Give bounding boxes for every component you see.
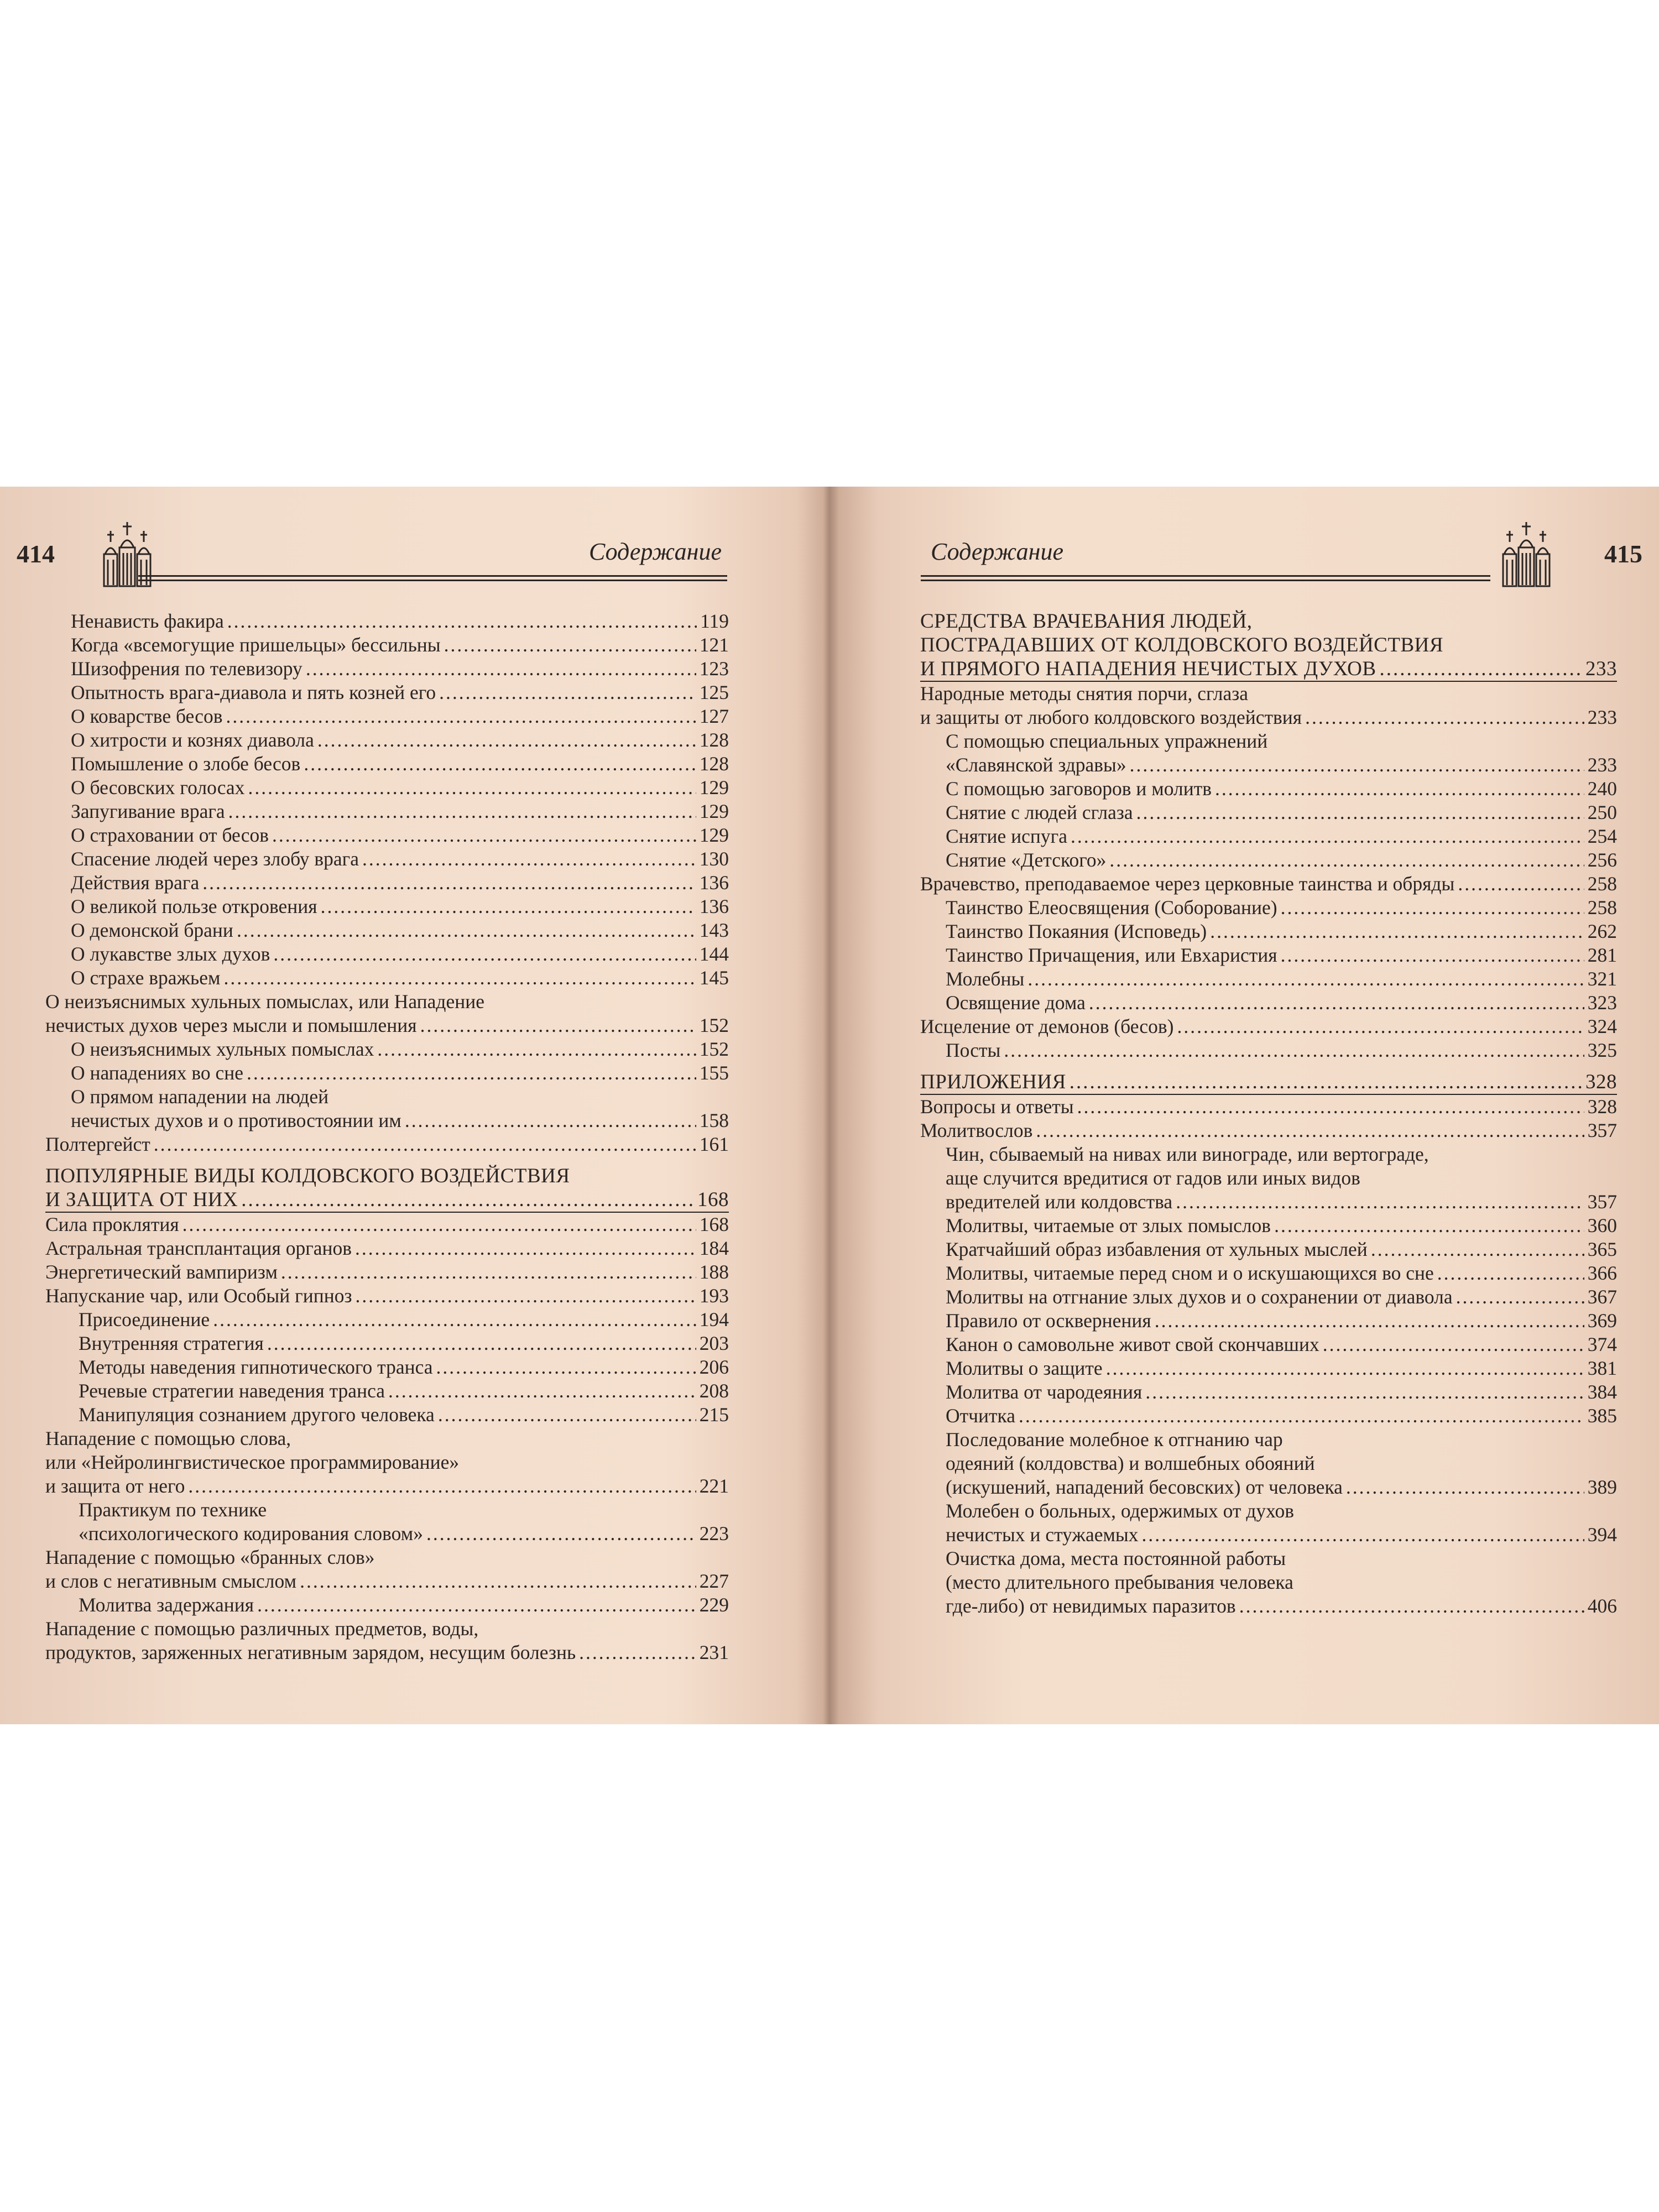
toc-entry-title: где-либо) от невидимых паразитов: [946, 1595, 1236, 1617]
running-head: Содержание: [931, 538, 1064, 565]
toc-page-number: 254: [1587, 825, 1617, 847]
toc-entry-title: Снятие с людей сглаза: [946, 801, 1133, 823]
toc-entry-title: или «Нейролингвистическое программирование»: [45, 1451, 460, 1473]
toc-entry-title: (искушений, нападений бесовских) от человека: [946, 1476, 1343, 1498]
toc-entry-title: Снятие «Детского»: [946, 849, 1107, 871]
dot-leader: [1130, 753, 1584, 777]
toc-entry-title: О лукавстве злых духов: [71, 943, 270, 965]
dot-leader: [257, 1593, 696, 1617]
toc-page-number: 136: [699, 872, 729, 894]
toc-page-number: 385: [1587, 1405, 1617, 1427]
dot-leader: [1027, 967, 1584, 991]
toc-entry-title: Правило от осквернения: [946, 1310, 1151, 1332]
dot-leader: [362, 847, 696, 871]
dot-leader: [1136, 801, 1584, 825]
toc-entry: [45, 657, 729, 681]
dot-leader: [438, 1403, 696, 1427]
toc-entry-title: Молитвы о защите: [946, 1357, 1103, 1379]
dot-leader: [1070, 1070, 1582, 1094]
toc-page-number: 125: [699, 681, 729, 703]
toc-page-number: 233: [1587, 706, 1617, 728]
toc-page-number: 194: [699, 1308, 729, 1331]
toc-entry-title: Молитвы, читаемые от злых помыслов: [946, 1214, 1271, 1237]
toc-page-number: 129: [699, 776, 729, 799]
toc-entry: [45, 966, 729, 990]
toc-entry: [920, 1238, 1617, 1261]
toc-page-number: 215: [699, 1404, 729, 1426]
toc-entry-title: и защиты от любого колдовского воздействия: [920, 706, 1302, 728]
toc-page-number: 281: [1587, 944, 1617, 966]
dot-leader: [300, 1569, 696, 1593]
dot-leader: [267, 1332, 696, 1355]
toc-entry-title: Нападение с помощью «бранных слов»: [45, 1546, 375, 1568]
toc-page-number: 227: [699, 1570, 729, 1592]
dot-leader: [272, 823, 696, 847]
toc-entry: [920, 1015, 1617, 1039]
dot-leader: [317, 728, 696, 752]
toc-entry-title: «Славянской здравы»: [946, 754, 1126, 776]
toc-entry-title: ПОПУЛЯРНЫЕ ВИДЫ КОЛДОВСКОГО ВОЗДЕЙСТВИЯ: [45, 1165, 570, 1187]
toc-entry-title: Молитва от чародеяния: [946, 1381, 1142, 1403]
toc-entry-title: (место длительного пребывания человека: [946, 1571, 1293, 1593]
dot-leader: [248, 776, 696, 800]
toc-entry-title: Полтергейст: [45, 1133, 150, 1155]
toc-entry-title: О коварстве бесов: [71, 705, 223, 727]
toc-page-number: 258: [1587, 896, 1617, 919]
toc-entry-title: Кратчайший образ избавления от хульных мыслей: [946, 1238, 1368, 1260]
dot-leader: [227, 609, 697, 633]
dot-leader: [1071, 825, 1584, 848]
toc-entry-title: нечистых и стужаемых: [946, 1524, 1139, 1546]
dot-leader: [355, 1284, 696, 1308]
toc-entry-title: Таинство Елеосвящения (Соборование): [946, 896, 1277, 919]
toc-entry-title: Запугивание врага: [71, 800, 225, 822]
toc-section-heading: [920, 609, 1617, 682]
toc-page-number: 365: [1587, 1238, 1617, 1260]
dot-leader: [228, 800, 696, 823]
toc-entry: [45, 1061, 729, 1085]
toc-entry-title: Ненависть факира: [71, 610, 224, 632]
toc-page-number: 406: [1587, 1595, 1617, 1617]
toc-entry: [45, 1308, 729, 1332]
toc-entry-title: Таинство Покаяния (Исповедь): [946, 920, 1207, 942]
toc-page-number: 258: [1587, 873, 1617, 895]
toc-entry: [920, 1119, 1617, 1142]
toc-entry-title: Очистка дома, места постоянной работы: [946, 1547, 1286, 1569]
toc-page-number: 208: [699, 1380, 729, 1402]
toc-entry: [920, 1285, 1617, 1309]
toc-entry-title: Посты: [946, 1039, 1001, 1061]
dot-leader: [1458, 872, 1584, 896]
toc-page-number: 233: [1585, 658, 1617, 680]
dot-leader: [1089, 991, 1584, 1015]
toc-entry-title: Последование молебное к отгнанию чар: [946, 1428, 1283, 1451]
toc-page-number: 144: [699, 943, 729, 965]
toc-entry: [45, 800, 729, 823]
toc-page-number: 328: [1587, 1095, 1617, 1118]
toc-page-number: 360: [1587, 1214, 1617, 1237]
toc-entry: [920, 991, 1617, 1015]
toc-entry: [920, 1333, 1617, 1357]
toc-page-number: 324: [1587, 1015, 1617, 1037]
toc-page-number: 231: [699, 1641, 729, 1663]
toc-entry-title: и слов с негативным смыслом: [45, 1570, 297, 1592]
toc-section-heading: [920, 1070, 1617, 1095]
dot-leader: [1176, 1190, 1584, 1214]
dot-leader: [1380, 657, 1583, 681]
dot-leader: [436, 1355, 696, 1379]
toc-entry: [920, 896, 1617, 920]
toc-page-number: 128: [699, 729, 729, 751]
toc-entry: [45, 1617, 729, 1665]
toc-entry: [45, 1133, 729, 1156]
toc-entry-title: нечистых духов и о противостоянии им: [71, 1109, 401, 1131]
toc-page-number: 321: [1587, 968, 1617, 990]
toc-entry-title: Шизофрения по телевизору: [71, 658, 302, 680]
dot-leader: [579, 1641, 696, 1665]
dot-leader: [1210, 920, 1584, 943]
toc-page-number: 357: [1587, 1191, 1617, 1213]
toc-entry: [45, 1284, 729, 1308]
toc-page-number: 121: [699, 634, 729, 656]
toc-page-number: 229: [699, 1594, 729, 1616]
dot-leader: [182, 1213, 696, 1237]
toc-entry-title: Таинство Причащения, или Евхаристия: [946, 944, 1277, 966]
toc-page-number: 129: [699, 824, 729, 846]
dot-leader: [439, 681, 696, 705]
toc-entry: [45, 1260, 729, 1284]
dot-leader: [202, 871, 696, 895]
dot-leader: [1036, 1119, 1584, 1142]
toc-page-number: 136: [699, 895, 729, 917]
toc-entry-title: и защита от него: [45, 1475, 185, 1497]
toc-entry-title: Молитвы, читаемые перед сном и о искушающихся во сне: [946, 1262, 1434, 1284]
toc-entry: [920, 1428, 1617, 1499]
toc-page-number: 367: [1587, 1286, 1617, 1308]
toc-entry-title: одеяний (колдовства) и волшебных обояний: [946, 1452, 1315, 1474]
toc-page-number: 323: [1587, 992, 1617, 1014]
toc-page-number: 374: [1587, 1333, 1617, 1355]
dot-leader: [1155, 1309, 1584, 1333]
toc-page-number: 221: [699, 1475, 729, 1497]
dot-leader: [1456, 1285, 1584, 1309]
toc-entry-title: Когда «всемогущие пришельцы» бессильны: [71, 634, 441, 656]
dot-leader: [1019, 1404, 1584, 1428]
toc-page-number: 223: [699, 1522, 729, 1545]
toc-entry: [920, 1309, 1617, 1333]
toc-entry: [45, 1403, 729, 1427]
toc-page-number: 184: [699, 1237, 729, 1259]
toc-entry-title: Нападение с помощью различных предметов, воды,: [45, 1618, 479, 1640]
toc-entry: [45, 990, 729, 1037]
toc-entry: [45, 1355, 729, 1379]
dot-leader: [273, 942, 696, 966]
page-number: 414: [17, 540, 55, 568]
toc-page-number: 119: [700, 610, 729, 632]
toc-entry: [45, 871, 729, 895]
dot-leader: [1106, 1357, 1584, 1380]
dot-leader: [304, 752, 696, 776]
dot-leader: [1346, 1475, 1584, 1499]
toc-entry-title: вредителей или колдовства: [946, 1191, 1173, 1213]
toc-entry-title: Помышление о злобе бесов: [71, 753, 301, 775]
dot-leader: [1109, 848, 1584, 872]
toc-page-number: 123: [699, 658, 729, 680]
toc-entry-title: Спасение людей через злобу врага: [71, 848, 359, 870]
toc-entry-title: Молебен о больных, одержимых от духов: [946, 1500, 1295, 1522]
toc-entry-title: Напускание чар, или Особый гипноз: [45, 1285, 352, 1307]
toc-entry-title: Молебны: [946, 968, 1025, 990]
toc-entry-title: О демонской брани: [71, 919, 233, 941]
dot-leader: [1305, 706, 1584, 729]
toc-page-number: 206: [699, 1356, 729, 1378]
right-page: [830, 487, 1659, 1724]
dot-leader: [1371, 1238, 1584, 1261]
toc-entry-title: Методы наведения гипнотического транса: [79, 1356, 433, 1378]
toc-entry-title: «психологического кодирования словом»: [79, 1522, 423, 1545]
toc-page-number: 130: [699, 848, 729, 870]
page-number: 415: [1604, 540, 1642, 568]
dot-leader: [226, 705, 696, 728]
dot-leader: [1077, 1095, 1584, 1119]
dot-leader: [377, 1037, 696, 1061]
toc-entry-title: Практикум по технике: [79, 1499, 267, 1521]
toc-entry: [45, 633, 729, 657]
toc-entry-title: Вопросы и ответы: [920, 1095, 1074, 1118]
toc-entry-title: О неизъяснимых хульных помыслах: [71, 1038, 374, 1060]
dot-leader: [306, 657, 696, 681]
left-page: [0, 487, 830, 1724]
toc-entry: [920, 967, 1617, 991]
toc-page-number: 168: [697, 1188, 729, 1211]
dot-leader: [237, 919, 696, 942]
toc-entry: [45, 609, 729, 633]
toc-page-number: 328: [1585, 1071, 1617, 1093]
toc-entry: [920, 1404, 1617, 1428]
toc-entry-title: О неизъяснимых хульных помыслах, или Нападение: [45, 990, 484, 1013]
dot-leader: [1215, 777, 1584, 801]
header-rule: [138, 575, 727, 581]
toc-entry: [920, 1357, 1617, 1380]
toc-entry: [45, 919, 729, 942]
toc-page-number: 369: [1587, 1310, 1617, 1332]
toc-entry-title: Действия врага: [71, 872, 200, 894]
toc-page-number: 143: [699, 919, 729, 941]
toc-entry-title: аще случится вредитися от гадов или иных видов: [946, 1167, 1360, 1189]
toc-page-number: 250: [1587, 801, 1617, 823]
toc-entry-title: продуктов, заряженных негативным зарядом, несущим болезнь: [45, 1641, 576, 1663]
toc-entry: [920, 872, 1617, 896]
dot-leader: [355, 1237, 696, 1260]
dot-leader: [154, 1133, 696, 1156]
toc-page-number: 161: [699, 1133, 729, 1155]
dot-leader: [1142, 1523, 1584, 1547]
dot-leader: [1281, 943, 1584, 967]
toc-entry-title: ПОСТРАДАВШИХ ОТ КОЛДОВСКОГО ВОЗДЕЙСТВИЯ: [920, 634, 1444, 656]
toc-entry-title: Молитва задержания: [79, 1594, 254, 1616]
running-head: Содержание: [588, 538, 722, 565]
toc-entry-title: Манипуляция сознанием другого человека: [79, 1404, 435, 1426]
toc-entry: [45, 1213, 729, 1237]
toc-entry: [45, 1237, 729, 1260]
toc-page-number: 389: [1587, 1476, 1617, 1498]
toc-entry-title: Отчитка: [946, 1405, 1015, 1427]
toc-entry: [920, 801, 1617, 825]
toc-entry: [920, 1214, 1617, 1238]
toc-page-number: 127: [699, 705, 729, 727]
dot-leader: [321, 895, 696, 919]
toc-entry-title: Молитвы на отгнание злых духов и о сохранении от диавола: [946, 1286, 1453, 1308]
toc-page-number: 155: [699, 1062, 729, 1084]
toc-entry: [920, 848, 1617, 872]
toc-entry: [920, 920, 1617, 943]
toc-page-number: 325: [1587, 1039, 1617, 1061]
dot-leader: [1177, 1015, 1584, 1039]
dot-leader: [188, 1474, 696, 1498]
toc-entry: [920, 1142, 1617, 1214]
toc-entry-title: Освящение дома: [946, 992, 1086, 1014]
toc-page-number: 128: [699, 753, 729, 775]
toc-entry-title: О страхе вражьем: [71, 967, 221, 989]
toc-entry: [45, 942, 729, 966]
toc-entry-title: Снятие испуга: [946, 825, 1067, 847]
toc-entry: [45, 847, 729, 871]
toc-entry-title: Народные методы снятия порчи, сглаза: [920, 682, 1248, 705]
toc-entry: [45, 1085, 729, 1133]
toc-entry-title: Опытность врага-диавола и пять козней его: [71, 681, 436, 703]
toc-entry-title: Присоединение: [79, 1308, 210, 1331]
dot-leader: [247, 1061, 696, 1085]
toc-entry: [920, 1261, 1617, 1285]
toc-page-number: 158: [699, 1109, 729, 1131]
toc-section-heading: [45, 1164, 729, 1213]
toc-entry: [920, 1039, 1617, 1062]
toc-page-number: 366: [1587, 1262, 1617, 1284]
toc-entry-title: Чин, сбываемый на нивах или винограде, или вертограде,: [946, 1143, 1429, 1165]
toc-entry-title: И ЗАЩИТА ОТ НИХ: [45, 1188, 238, 1211]
book-spread: [0, 487, 1659, 1724]
toc-entry-title: С помощью заговоров и молитв: [946, 778, 1212, 800]
toc-entry-title: СРЕДСТВА ВРАЧЕВАНИЯ ЛЮДЕЙ,: [920, 610, 1253, 633]
toc-entry: [45, 895, 729, 919]
toc-entry: [920, 825, 1617, 848]
dot-leader: [1281, 896, 1584, 920]
dot-leader: [420, 1014, 696, 1037]
toc-page-number: 381: [1587, 1357, 1617, 1379]
toc-page-number: 262: [1587, 920, 1617, 942]
header-rule: [921, 575, 1490, 581]
toc-entry: [920, 682, 1617, 729]
dot-leader: [281, 1260, 696, 1284]
toc-page-number: 188: [699, 1261, 729, 1283]
toc-page-number: 357: [1587, 1119, 1617, 1141]
toc-entry-title: С помощью специальных упражнений: [946, 730, 1268, 752]
toc-page-number: 152: [699, 1038, 729, 1060]
toc-entry-title: О прямом нападении на людей: [71, 1086, 329, 1108]
dot-leader: [405, 1109, 696, 1133]
church-icon: [1493, 520, 1559, 589]
dot-leader: [1437, 1261, 1584, 1285]
toc-page-number: 394: [1587, 1524, 1617, 1546]
toc-page-number: 129: [699, 800, 729, 822]
toc-page-number: 203: [699, 1332, 729, 1354]
toc-entry-title: О нападениях во сне: [71, 1062, 243, 1084]
dot-leader: [213, 1308, 696, 1332]
toc-page-number: 193: [699, 1285, 729, 1307]
dot-leader: [1323, 1333, 1584, 1357]
toc-page-number: 233: [1587, 754, 1617, 776]
toc-entry: [45, 1379, 729, 1403]
dot-leader: [1274, 1214, 1584, 1238]
toc-entry: [45, 1037, 729, 1061]
toc-entry: [45, 823, 729, 847]
table-of-contents: [45, 609, 729, 1665]
toc-page-number: 145: [699, 967, 729, 989]
toc-entry-title: Врачевство, преподаваемое через церковные таинства и обряды: [920, 873, 1455, 895]
toc-entry-title: Энергетический вампиризм: [45, 1261, 278, 1283]
toc-entry: [45, 705, 729, 728]
toc-entry-title: О хитрости и кознях диавола: [71, 729, 314, 751]
dot-leader: [426, 1522, 696, 1546]
toc-page-number: 256: [1587, 849, 1617, 871]
toc-page-number: 240: [1587, 778, 1617, 800]
toc-entry-title: Астральная трансплантация органов: [45, 1237, 352, 1259]
toc-entry: [45, 1427, 729, 1498]
toc-entry: [45, 681, 729, 705]
toc-entry: [45, 728, 729, 752]
toc-entry-title: ПРИЛОЖЕНИЯ: [920, 1071, 1066, 1093]
dot-leader: [444, 633, 696, 657]
toc-entry: [45, 776, 729, 800]
toc-entry-title: Внутренняя стратегия: [79, 1332, 264, 1354]
toc-entry-title: Канон о самовольне живот свой скончавших: [946, 1333, 1319, 1355]
toc-entry: [920, 1547, 1617, 1618]
toc-entry-title: О страховании от бесов: [71, 824, 269, 846]
dot-leader: [388, 1379, 696, 1403]
toc-entry: [920, 777, 1617, 801]
dot-leader: [1004, 1039, 1584, 1062]
toc-entry: [45, 752, 729, 776]
toc-entry-title: нечистых духов через мысли и помышления: [45, 1014, 417, 1036]
toc-entry-title: О бесовских голосах: [71, 776, 245, 799]
toc-entry: [45, 1593, 729, 1617]
toc-page-number: 384: [1587, 1381, 1617, 1403]
dot-leader: [1145, 1380, 1584, 1404]
toc-entry: [920, 1095, 1617, 1119]
table-of-contents: [920, 609, 1617, 1618]
toc-entry: [920, 729, 1617, 777]
toc-page-number: 168: [699, 1213, 729, 1235]
toc-entry-title: Молитвослов: [920, 1119, 1033, 1141]
toc-entry-title: Исцеление от демонов (бесов): [920, 1015, 1174, 1037]
toc-entry: [45, 1546, 729, 1593]
toc-entry-title: Нападение с помощью слова,: [45, 1427, 291, 1449]
dot-leader: [241, 1188, 694, 1212]
toc-entry-title: И ПРЯМОГО НАПАДЕНИЯ НЕЧИСТЫХ ДУХОВ: [920, 658, 1376, 680]
toc-entry-title: О великой пользе откровения: [71, 895, 317, 917]
toc-entry-title: Речевые стратегии наведения транса: [79, 1380, 385, 1402]
toc-entry: [45, 1332, 729, 1355]
dot-leader: [223, 966, 696, 990]
toc-entry-title: Сила проклятия: [45, 1213, 179, 1235]
toc-page-number: 152: [699, 1014, 729, 1036]
dot-leader: [1239, 1594, 1584, 1618]
toc-entry: [920, 1380, 1617, 1404]
toc-entry: [920, 943, 1617, 967]
toc-entry: [920, 1499, 1617, 1547]
toc-entry: [45, 1498, 729, 1546]
